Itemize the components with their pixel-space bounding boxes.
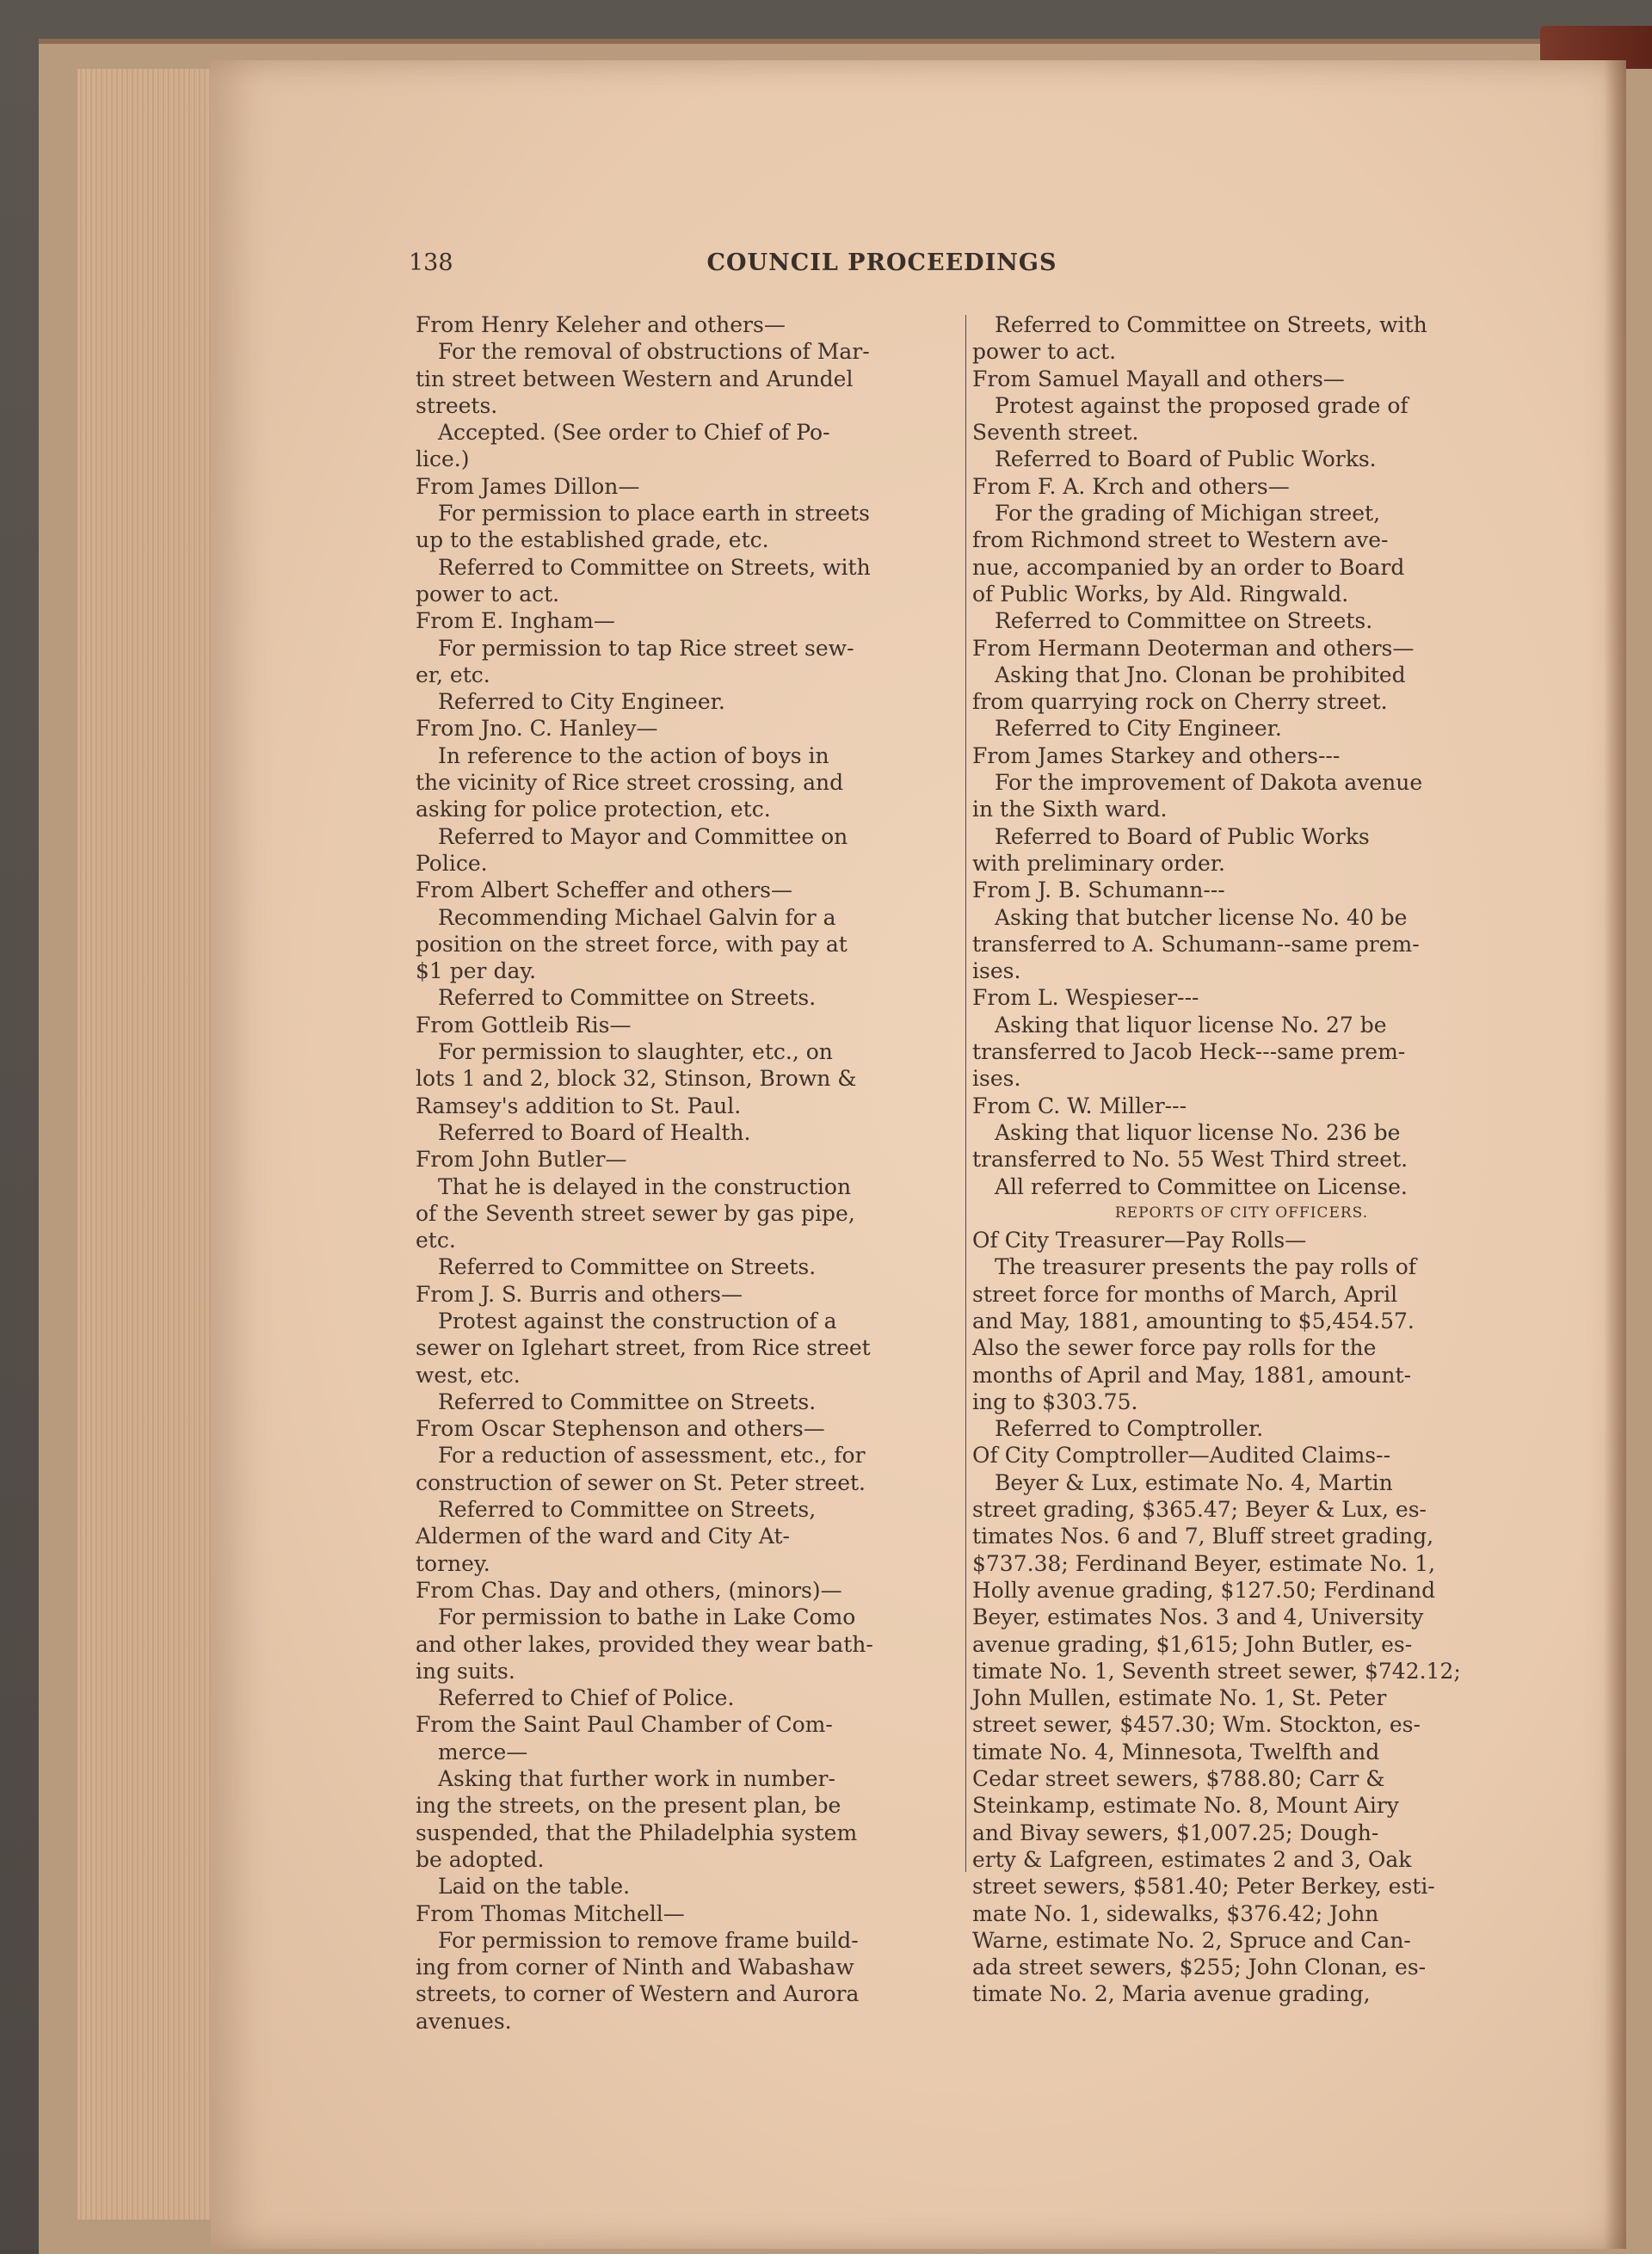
text-line: transferred to A. Schumann--same prem- xyxy=(972,931,1420,957)
text-line: All referred to Committee on License. xyxy=(995,1173,1408,1199)
text-line: Referred to Board of Health. xyxy=(438,1119,751,1145)
text-line: Referred to Mayor and Committee on xyxy=(438,823,848,849)
text-line: streets. xyxy=(416,392,498,418)
text-line: Laid on the table. xyxy=(438,1874,631,1900)
text-line: Referred to Committee on Streets. xyxy=(995,608,1373,634)
text-line: street sewers, $581.40; Peter Berkey, esti- xyxy=(972,1874,1435,1900)
text-line: Beyer, estimates Nos. 3 and 4, University xyxy=(972,1604,1424,1630)
text-line: Asking that further work in number- xyxy=(438,1766,835,1792)
text-line: er, etc. xyxy=(416,662,490,687)
text-line: in the Sixth ward. xyxy=(972,797,1168,822)
text-line: street grading, $365.47; Beyer & Lux, es- xyxy=(972,1497,1427,1523)
text-line: ises. xyxy=(972,1066,1021,1092)
text-line: sewer on Iglehart street, from Rice street xyxy=(416,1335,871,1361)
text-line: Asking that butcher license No. 40 be xyxy=(995,904,1408,930)
text-line: Asking that Jno. Clonan be prohibited xyxy=(995,662,1406,687)
text-line: For the removal of obstructions of Mar- xyxy=(438,339,870,365)
text-line: From James Dillon— xyxy=(416,473,640,499)
text-line: Ramsey's addition to St. Paul. xyxy=(416,1093,742,1118)
page-number: 138 xyxy=(409,249,453,276)
text-line: with preliminary order. xyxy=(972,850,1225,876)
text-line: For permission to remove frame build- xyxy=(438,1927,859,1953)
text-line: Of City Comptroller—Audited Claims-- xyxy=(972,1443,1391,1469)
text-line: Referred to City Engineer. xyxy=(995,716,1282,742)
text-line: Recommending Michael Galvin for a xyxy=(438,904,836,930)
text-line: timate No. 2, Maria avenue grading, xyxy=(972,1981,1371,2007)
text-line: Steinkamp, estimate No. 8, Mount Airy xyxy=(972,1793,1399,1819)
text-line: construction of sewer on St. Peter street. xyxy=(416,1469,866,1495)
text-line: position on the street force, with pay at xyxy=(416,931,848,957)
text-line: From Oscar Stephenson and others— xyxy=(416,1416,825,1442)
text-line: suspended, that the Philadelphia system xyxy=(416,1820,858,1845)
text-line: be adopted. xyxy=(416,1846,545,1872)
text-line: west, etc. xyxy=(416,1362,521,1388)
text-line: Referred to Board of Public Works. xyxy=(995,446,1377,472)
text-line: street force for months of March, April xyxy=(972,1281,1398,1307)
text-line: From Albert Scheffer and others— xyxy=(416,878,793,903)
text-line: Referred to Committee on Streets. xyxy=(438,985,817,1011)
text-line: REPORTS OF CITY OFFICERS. xyxy=(1114,1204,1369,1222)
text-line: Seventh street. xyxy=(972,420,1139,446)
text-line: mate No. 1, sidewalks, $376.42; John xyxy=(972,1900,1379,1926)
page-header xyxy=(409,249,1347,284)
text-line: months of April and May, 1881, amount- xyxy=(972,1362,1412,1388)
text-line: avenues. xyxy=(416,2008,512,2034)
text-line: lice.) xyxy=(416,446,470,472)
text-line: power to act. xyxy=(416,581,560,607)
text-line: power to act. xyxy=(972,339,1117,365)
text-line: From E. Ingham— xyxy=(416,608,615,634)
text-line: the vicinity of Rice street crossing, and xyxy=(416,770,844,796)
text-line: From J. S. Burris and others— xyxy=(416,1281,743,1307)
text-line: From Thomas Mitchell— xyxy=(416,1900,685,1926)
text-line: asking for police protection, etc. xyxy=(416,797,771,822)
left-column xyxy=(416,311,956,2035)
text-line: of Public Works, by Ald. Ringwald. xyxy=(972,581,1349,607)
text-line: Referred to Comptroller. xyxy=(995,1416,1264,1442)
text-line: From C. W. Miller--- xyxy=(972,1093,1187,1118)
text-line: Protest against the proposed grade of xyxy=(995,392,1409,418)
text-line: Referred to Committee on Streets, with xyxy=(438,554,871,580)
text-line: and May, 1881, amounting to $5,454.57. xyxy=(972,1308,1415,1333)
text-line: ing the streets, on the present plan, be xyxy=(416,1793,841,1819)
text-line: Referred to Committee on Streets. xyxy=(438,1389,817,1414)
text-line: ises. xyxy=(972,958,1021,984)
page-stack-edge xyxy=(77,69,232,2220)
text-line: Cedar street sewers, $788.80; Carr & xyxy=(972,1766,1385,1792)
text-line: From Jno. C. Hanley— xyxy=(416,716,658,742)
text-line: From J. B. Schumann--- xyxy=(972,878,1225,903)
text-line: merce— xyxy=(438,1739,528,1764)
text-line: streets, to corner of Western and Aurora xyxy=(416,1981,860,2007)
text-line: For permission to slaughter, etc., on xyxy=(438,1039,833,1065)
text-line: Referred to Committee on Streets. xyxy=(438,1254,817,1280)
running-head: COUNCIL PROCEEDINGS xyxy=(706,249,1057,276)
text-line: From Gottleib Ris— xyxy=(416,1012,632,1038)
text-line: from quarrying rock on Cherry street. xyxy=(972,689,1388,715)
text-line: torney. xyxy=(416,1550,490,1576)
text-line: lots 1 and 2, block 32, Stinson, Brown & xyxy=(416,1066,857,1092)
text-line: street sewer, $457.30; Wm. Stockton, es- xyxy=(972,1712,1421,1738)
text-line: of the Seventh street sewer by gas pipe, xyxy=(416,1200,855,1226)
text-line: From Chas. Day and others, (minors)— xyxy=(416,1577,842,1603)
gutter-shadow xyxy=(1604,60,1626,2249)
text-line: timate No. 4, Minnesota, Twelfth and xyxy=(972,1739,1380,1764)
text-line: erty & Lafgreen, estimates 2 and 3, Oak xyxy=(972,1846,1412,1872)
text-line: tin street between Western and Arundel xyxy=(416,366,854,391)
text-line: From F. A. Krch and others— xyxy=(972,473,1290,499)
text-line: etc. xyxy=(416,1228,456,1253)
text-line: $737.38; Ferdinand Beyer, estimate No. 1, xyxy=(972,1550,1436,1576)
text-line: and other lakes, provided they wear bath- xyxy=(416,1631,873,1657)
text-line: nue, accompanied by an order to Board xyxy=(972,554,1405,580)
text-line: For a reduction of assessment, etc., for xyxy=(438,1443,866,1469)
text-line: The treasurer presents the pay rolls of xyxy=(995,1254,1417,1280)
column-divider xyxy=(965,315,966,1872)
text-line: transferred to No. 55 West Third street. xyxy=(972,1147,1409,1173)
text-line: John Mullen, estimate No. 1, St. Peter xyxy=(972,1685,1387,1711)
text-line: Aldermen of the ward and City At- xyxy=(416,1524,790,1549)
text-line: From the Saint Paul Chamber of Com- xyxy=(416,1712,833,1738)
text-line: timate No. 1, Seventh street sewer, $742.12; xyxy=(972,1658,1461,1684)
text-line: Also the sewer force pay rolls for the xyxy=(972,1335,1377,1361)
text-line: ada street sewers, $255; John Clonan, es- xyxy=(972,1955,1427,1980)
text-line: Police. xyxy=(416,850,488,876)
text-line: ing from corner of Ninth and Wabashaw xyxy=(416,1955,854,1980)
text-line: Referred to Board of Public Works xyxy=(995,823,1370,849)
text-line: ing to $303.75. xyxy=(972,1389,1138,1414)
text-line: For the grading of Michigan street, xyxy=(995,501,1381,527)
text-line: up to the established grade, etc. xyxy=(416,527,769,553)
text-line: From Samuel Mayall and others— xyxy=(972,366,1345,391)
text-line: Referred to Chief of Police. xyxy=(438,1685,735,1711)
text-line: Of City Treasurer—Pay Rolls— xyxy=(972,1228,1307,1253)
text-line: and Bivay sewers, $1,007.25; Dough- xyxy=(972,1820,1379,1845)
text-line: For permission to tap Rice street sew- xyxy=(438,635,854,661)
text-line: Asking that liquor license No. 27 be xyxy=(995,1012,1387,1038)
text-line: Referred to Committee on Streets, with xyxy=(995,312,1427,337)
text-line: For permission to bathe in Lake Como xyxy=(438,1604,856,1630)
text-line: From Hermann Deoterman and others— xyxy=(972,635,1415,661)
text-line: For permission to place earth in streets xyxy=(438,501,870,527)
text-line: Beyer & Lux, estimate No. 4, Martin xyxy=(995,1469,1393,1495)
text-line: In reference to the action of boys in xyxy=(438,742,829,768)
text-line: Holly avenue grading, $127.50; Ferdinand xyxy=(972,1577,1436,1603)
text-line: transferred to Jacob Heck---same prem- xyxy=(972,1039,1406,1065)
text-line: From James Starkey and others--- xyxy=(972,742,1341,768)
text-line: That he is delayed in the construction xyxy=(438,1173,852,1199)
text-line: Referred to City Engineer. xyxy=(438,689,725,715)
text-line: from Richmond street to Western ave- xyxy=(972,527,1389,553)
text-line: From John Butler— xyxy=(416,1147,627,1173)
text-line: $1 per day. xyxy=(416,958,537,984)
right-column xyxy=(972,311,1511,2008)
text-line: timates Nos. 6 and 7, Bluff street grading, xyxy=(972,1524,1434,1549)
text-line: ing suits. xyxy=(416,1658,515,1684)
text-line: Referred to Committee on Streets, xyxy=(438,1497,817,1523)
text-line: Accepted. (See order to Chief of Po- xyxy=(438,420,830,446)
text-line: Asking that liquor license No. 236 be xyxy=(995,1119,1401,1145)
text-line: avenue grading, $1,615; John Butler, es- xyxy=(972,1631,1413,1657)
text-line: From L. Wespieser--- xyxy=(972,985,1199,1011)
text-line: Protest against the construction of a xyxy=(438,1308,837,1333)
text-line: Warne, estimate No. 2, Spruce and Can- xyxy=(972,1927,1411,1953)
text-line: For the improvement of Dakota avenue xyxy=(995,770,1423,796)
text-line: From Henry Keleher and others— xyxy=(416,312,786,337)
